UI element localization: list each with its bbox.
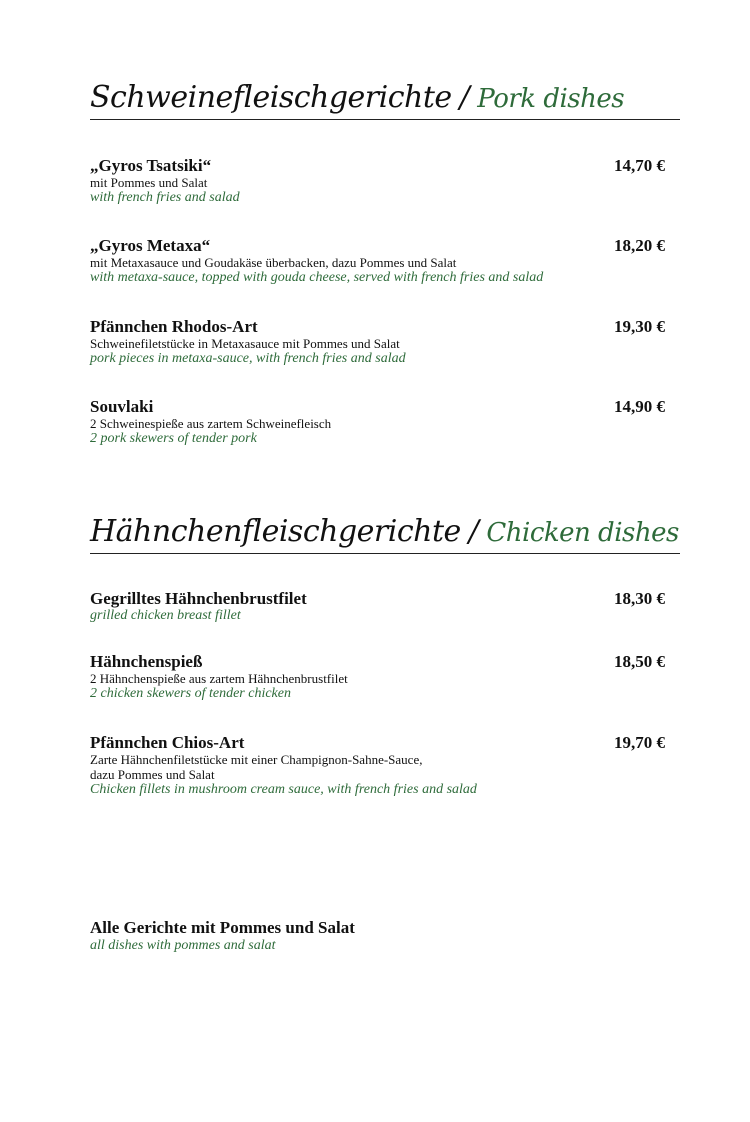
dish-souvlaki: [90, 397, 665, 447]
dish-description-en: Chicken fillets in mushroom cream sauce, with french fries and salad: [90, 782, 477, 797]
section-heading-en: Chicken dishes: [486, 518, 679, 548]
section-heading-de: Schweinefleischgerichte: [90, 80, 452, 115]
dish-description-en: grilled chicken breast fillet: [90, 608, 241, 623]
dish-gyros-metaxa: [90, 236, 665, 286]
dish-price: 18,20 €: [614, 236, 665, 255]
dish-price: 14,70 €: [614, 156, 665, 175]
dish-description-de: Schweinefiletstücke in Metaxasauce mit Pommes und Salat: [90, 336, 400, 351]
dish-price: 14,90 €: [614, 397, 665, 416]
dish-description-de: mit Pommes und Salat: [90, 175, 208, 190]
dish-price: 19,70 €: [614, 733, 665, 752]
dish-pfaennchen-rhodos: [90, 317, 665, 367]
section-heading-de: Hähnchenfleischgerichte: [90, 514, 461, 549]
dish-name: „Gyros Tsatsiki“: [90, 156, 212, 175]
footer-note-en: all dishes with pommes and salat: [90, 938, 276, 953]
dish-name: „Gyros Metaxa“: [90, 236, 211, 255]
dish-name: Pfännchen Chios-Art: [90, 733, 245, 752]
dish-description-de: mit Metaxasauce und Goudakäse überbacken, dazu Pommes und Salat: [90, 255, 457, 270]
dish-price: 18,50 €: [614, 652, 665, 671]
dish-description-de: Zarte Hähnchenfiletstücke mit einer Champignon-Sahne-Sauce,: [90, 752, 423, 767]
dish-price: 18,30 €: [614, 589, 665, 608]
section-heading-chicken: [90, 514, 680, 554]
dish-description-de: 2 Schweinespieße aus zartem Schweinefleisch: [90, 416, 332, 431]
dish-gegrilltes-haehnchenbrustfilet: [90, 589, 665, 624]
dish-name: Pfännchen Rhodos-Art: [90, 317, 258, 336]
dish-price: 19,30 €: [614, 317, 665, 336]
section-heading-separator: /: [459, 80, 470, 115]
dish-description-en: with french fries and salad: [90, 190, 240, 205]
dish-name: Gegrilltes Hähnchenbrustfilet: [90, 589, 307, 608]
dish-description-de: 2 Hähnchenspieße aus zartem Hähnchenbrustfilet: [90, 671, 348, 686]
dish-description-en: 2 pork skewers of tender pork: [90, 431, 257, 446]
footer-note-de: Alle Gerichte mit Pommes und Salat: [90, 918, 355, 937]
dish-pfaennchen-chios: [90, 733, 665, 798]
dish-haehnchenspiess: [90, 652, 665, 702]
section-heading-en: Pork dishes: [477, 84, 625, 114]
dish-description-en: with metaxa-sauce, topped with gouda cheese, served with french fries and salad: [90, 270, 544, 285]
dish-description-en: 2 chicken skewers of tender chicken: [90, 686, 291, 701]
footer-note: [90, 918, 665, 954]
section-heading-separator: /: [468, 514, 479, 549]
dish-description-en: pork pieces in metaxa-sauce, with french fries and salad: [90, 351, 406, 366]
section-heading-pork: [90, 80, 680, 120]
dish-description-de-line2: dazu Pommes und Salat: [90, 767, 215, 782]
dish-gyros-tsatsiki: [90, 156, 665, 206]
dish-name: Hähnchenspieß: [90, 652, 203, 671]
dish-name: Souvlaki: [90, 397, 154, 416]
